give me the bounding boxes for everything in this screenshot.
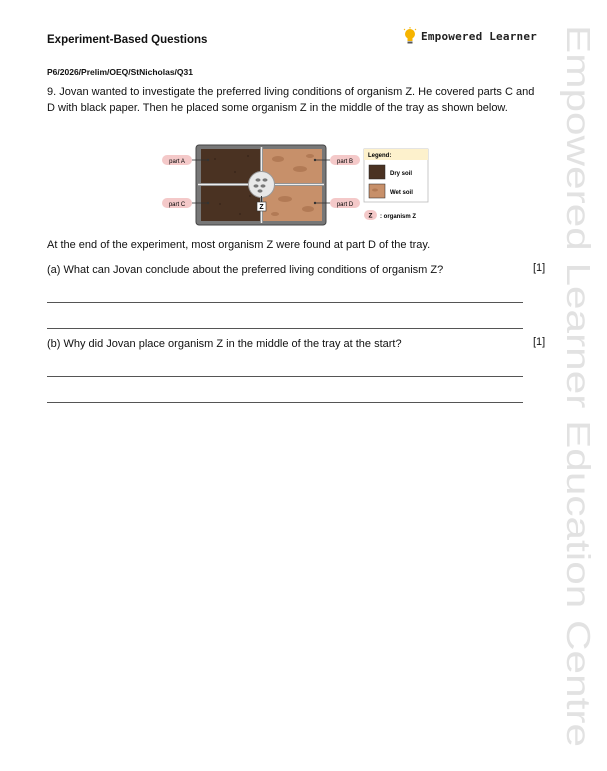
legend-organism-text: : organism Z bbox=[380, 214, 417, 220]
svg-text:part A: part A bbox=[169, 159, 185, 165]
legend-organism-key: Z bbox=[368, 212, 373, 220]
part-a-question: (a) What can Jovan conclude about the preferred living conditions of organism Z? bbox=[47, 264, 444, 276]
legend-swatch-dry bbox=[369, 165, 385, 179]
part-b-marks: [1] bbox=[533, 336, 546, 348]
svg-text:Empowered Learner Education Ce: Empowered Learner Education Centre bbox=[560, 25, 597, 589]
legend bbox=[364, 149, 428, 220]
header-title: Experiment-Based Questions bbox=[47, 34, 208, 46]
legend-label-wet: Wet soil bbox=[390, 190, 413, 196]
answer-line[interactable] bbox=[47, 328, 523, 329]
z-label: Z bbox=[259, 204, 264, 211]
tray-diagram bbox=[160, 144, 432, 226]
svg-text:part C: part C bbox=[168, 202, 186, 208]
logo-text: Empowered Learner bbox=[421, 29, 537, 43]
legend-label-dry: Dry soil bbox=[390, 171, 413, 177]
logo bbox=[403, 27, 537, 45]
question-reference: P6/2026/Prelim/OEQ/StNicholas/Q31 bbox=[47, 67, 193, 77]
lightbulb-icon bbox=[403, 27, 417, 45]
part-a-marks: [1] bbox=[533, 262, 546, 274]
watermark bbox=[558, 22, 598, 752]
question-stem: 9. Jovan wanted to investigate the preferred living conditions of organism Z. He covered parts C and D with black paper. Then he placed some organism Z in the middle of the tray as shown below. bbox=[47, 86, 535, 114]
svg-text:part D: part D bbox=[336, 202, 354, 208]
answer-line[interactable] bbox=[47, 302, 523, 303]
legend-title: Legend: bbox=[368, 153, 392, 159]
svg-text:part B: part B bbox=[336, 159, 354, 165]
center-dish bbox=[249, 172, 275, 198]
part-b-question: (b) Why did Jovan place organism Z in the middle of the tray at the start? bbox=[47, 338, 402, 350]
result-text: At the end of the experiment, most organism Z were found at part D of the tray. bbox=[47, 239, 431, 251]
answer-line[interactable] bbox=[47, 402, 523, 403]
answer-line[interactable] bbox=[47, 376, 523, 377]
